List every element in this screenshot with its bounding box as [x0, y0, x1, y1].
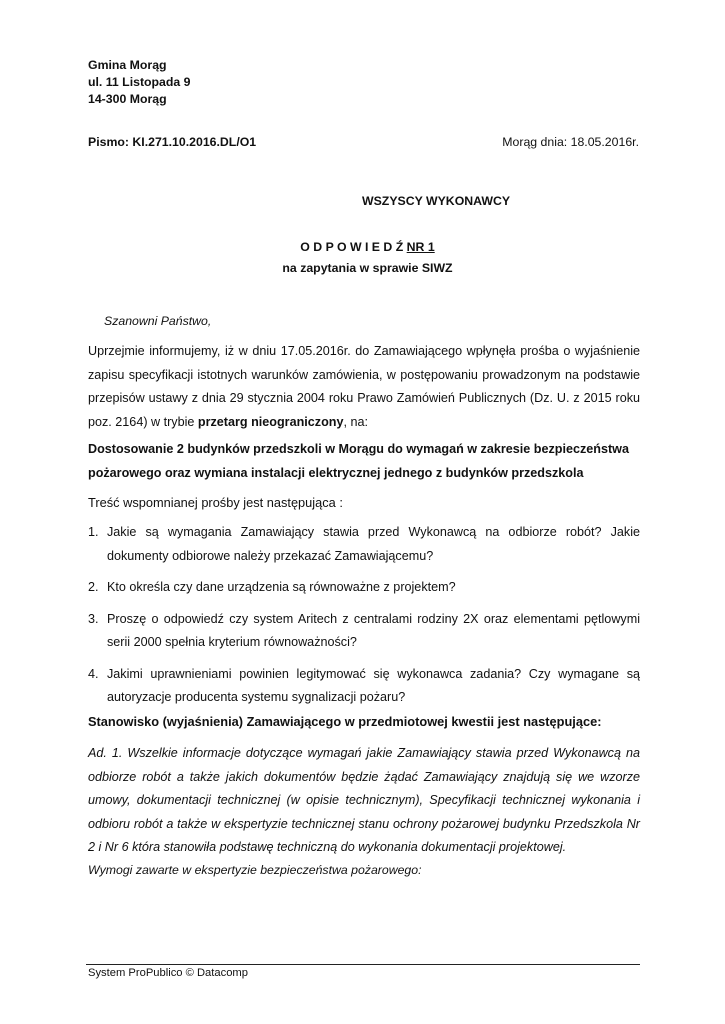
fire-requirements-label: Wymogi zawarte w ekspertyzie bezpieczeństwa pożarowego: [88, 863, 422, 877]
list-item [88, 608, 640, 655]
list-item [88, 521, 640, 568]
question-text: Kto określa czy dane urządzenia są równoważne z projektem? [107, 580, 456, 594]
sender-street: ul. 11 Listopada 9 [88, 75, 191, 89]
place-date: Morąg dnia: 18.05.2016r. [502, 135, 639, 149]
recipients: WSZYSCY WYKONAWCY [362, 194, 511, 208]
response-title-prefix: O D P O W I E D Ź [300, 240, 404, 254]
letter-reference: Pismo: KI.271.10.2016.DL/O1 [88, 135, 257, 149]
footer-divider [86, 964, 640, 965]
list-item [88, 576, 640, 600]
question-text: Jakimi uprawnieniami powinien legitymować się wykonawca zadania? Czy wymagane są autoryzacje producenta systemu sygnalizacji pożaru? [107, 666, 640, 704]
sender-city: 14-300 Morąg [88, 92, 167, 106]
question-number: 3. [88, 611, 99, 626]
question-number: 1. [88, 525, 99, 539]
procedure-mode: przetarg nieograniczony [197, 414, 344, 429]
sender-address [88, 57, 191, 108]
response-title [0, 240, 725, 254]
response-number: NR 1 [406, 240, 435, 254]
list-item [88, 663, 640, 710]
question-text: Proszę o odpowiedź czy system Aritech z centralami rodziny 2X oraz elementami pętlowymi serii 2000 spełnia kryterium równoważności? [107, 611, 640, 649]
questions-intro: Treść wspomnianej prośby jest następująca : [88, 495, 343, 510]
question-number: 2. [88, 580, 99, 594]
intro-tail: , na: [343, 414, 368, 429]
salutation: Szanowni Państwo, [104, 314, 212, 328]
response-subtitle: na zapytania w sprawie SIWZ [282, 261, 453, 275]
footer-text: System ProPublico © Datacomp [88, 967, 248, 979]
question-number: 4. [88, 666, 99, 681]
answer-1: Ad. 1. Wszelkie informacje dotyczące wymagań jakie Zamawiający stawia przed Wykonawcą na odbiorze robót a także jakich dokumentów będzie żądać Zamawiający znajdują się we wzorze umowy, dokumentacji technicznej (w opisie technicznym), Specyfikacji technicznej wykonania i odbioru robót a także w ekspertyzie technicznej stanu ochrony pożarowej budynku Przedszkola Nr 2 i Nr 6 która stanowiła podstawę techniczną do wykonania dokumentacji projektowej. [88, 746, 640, 854]
questions-list [88, 521, 640, 710]
answers-heading: Stanowisko (wyjaśnienia) Zamawiającego w przedmiotowej kwestii jest następujące: [88, 714, 602, 729]
intro-paragraph [88, 340, 640, 434]
intro-text: Uprzejmie informujemy, iż w dniu 17.05.2016r. do Zamawiającego wpłynęła prośba o wyjaśnienie zapisu specyfikacji istotnych warunków zamówienia, w postępowaniu prowadzonym na podstawie przepisów ustawy z dnia 29 stycznia 2004 roku Prawo Zamówień Publicznych (Dz. U. z 2015 roku poz. 2164) w trybie [88, 344, 640, 429]
question-text: Jakie są wymagania Zamawiający stawia przed Wykonawcą na odbiorze robót? Jakie dokumenty odbiorowe należy przekazać Zamawiającemu? [107, 525, 640, 563]
sender-name: Gmina Morąg [88, 58, 167, 72]
order-subject: Dostosowanie 2 budynków przedszkoli w Morągu do wymagań w zakresie bezpieczeństwa pożarowego oraz wymiana instalacji elektrycznej jednego z budynków przedszkola [88, 442, 629, 480]
